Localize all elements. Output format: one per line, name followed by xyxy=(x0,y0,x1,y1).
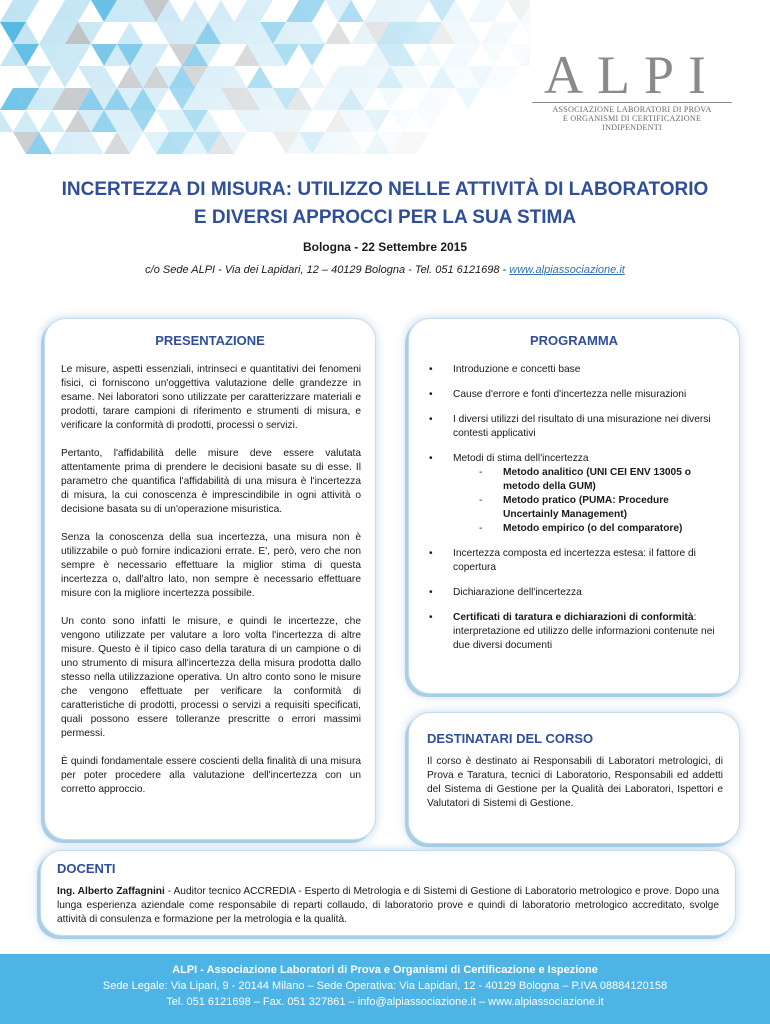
bullet-icon: • xyxy=(429,364,433,375)
bullet-icon: • xyxy=(429,414,433,425)
decorative-triangle xyxy=(416,44,442,66)
event-address xyxy=(0,264,770,276)
decorative-triangle xyxy=(520,22,530,44)
presentazione-box xyxy=(44,318,376,840)
list-item xyxy=(429,363,725,377)
destinatari-heading: DESTINATARI DEL CORSO xyxy=(427,731,594,746)
footer-line2: Sede Legale: Via Lipari, 9 - 20144 Milano – Sede Operativa: Via Lapidari, 12 - 40129 Bologna – P.IVA 08884120158 xyxy=(102,980,668,992)
bullet-icon: • xyxy=(429,612,433,623)
docente-bio: - Auditor tecnico ACCREDIA - Esperto di Metrologia e di Sistemi di Gestione di Laboratorio metrologico e prove. Dopo una lunga esperienza aziendale come responsabile di reparti collaudo, di laboratorio prove e quindi di laboratorio metrologico accreditato, svolge attività di consulenza e formazione per la metrologia e la qualità. xyxy=(57,886,720,925)
sub-item-text: Metodo empirico (o del comparatore) xyxy=(503,523,683,534)
decorative-triangle xyxy=(182,0,208,22)
dash-icon: - xyxy=(479,523,483,534)
destinatari-box xyxy=(408,712,740,844)
decorative-triangle xyxy=(416,110,442,132)
list-item-text: Metodi di stima dell'incertezza xyxy=(453,453,589,464)
decorative-triangle xyxy=(377,88,403,110)
programma-heading: PROGRAMMA xyxy=(529,333,619,348)
presentazione-paragraph: È quindi fondamentale essere coscienti della finalità di una misura per poter procedere alla valutazione dell'incertezza con un corretto approccio. xyxy=(61,756,361,795)
decorative-triangle xyxy=(455,88,481,110)
docenti-box xyxy=(40,850,736,936)
address-text: c/o Sede ALPI - Via dei Lapidari, 12 – 40129 Bologna - Tel. 051 6121698 - xyxy=(145,264,510,276)
list-item-text: Introduzione e concetti base xyxy=(453,364,581,375)
sub-list-item xyxy=(479,522,725,536)
list-item xyxy=(429,547,725,575)
page-title xyxy=(40,176,730,232)
bullet-icon: • xyxy=(429,587,433,598)
event-date: Bologna - 22 Settembre 2015 xyxy=(302,240,468,254)
dash-icon: - xyxy=(479,495,483,506)
decorative-triangle xyxy=(247,66,273,88)
destinatari-text: Il corso è destinato ai Responsabili di Laboratori metrologici, di Prova e Taratura, tecnici di Laboratorio, Responsabili ed addetti del Sistema di Gestione per la Qualità dei Laboratori, Ispettori e Valutatori di Sistemi di Gestione. xyxy=(427,756,723,809)
list-item-text: Dichiarazione dell'incertezza xyxy=(453,587,582,598)
list-item-text: : interpretazione ed utilizzo delle informazioni contenute nei due diversi documenti xyxy=(453,612,715,651)
presentazione-paragraph: Le misure, aspetti essenziali, intrinseci e quantitativi dei fenomeni fisici, ci forniscono un'oggettiva valutazione delle grandezze in esame. Nei laboratori sono utilizzate per caratterizzare materiali e prodotti, tarare campioni di riferimento e strumenti di misura, e verificare la conformità di prodotti, processi o servizi. xyxy=(61,364,361,431)
list-item-text: Incertezza composta ed incertezza estesa: il fattore di copertura xyxy=(453,548,696,573)
title-line1: INCERTEZZA DI MISURA: UTILIZZO NELLE ATTIVITÀ DI LABORATORIO xyxy=(61,179,709,200)
decorative-triangle xyxy=(0,110,13,132)
decorative-triangle xyxy=(325,22,351,44)
bullet-icon: • xyxy=(429,389,433,400)
decorative-triangle xyxy=(26,66,52,88)
logo-subtitle-line2: E ORGANISMI DI CERTIFICAZIONE INDIPENDENTI xyxy=(562,114,702,132)
presentazione-heading: PRESENTAZIONE xyxy=(155,333,265,348)
logo-subtitle xyxy=(532,102,732,132)
decorative-triangle xyxy=(52,66,78,88)
footer-line3: Tel. 051 6121698 – Fax. 051 327861 – info@alpiassociazione.it – www.alpiassociazione.it xyxy=(166,996,604,1008)
sub-list-item xyxy=(479,466,725,494)
decorative-triangle xyxy=(299,44,325,66)
list-item-bold-text: Certificati di taratura e dichiarazioni di conformità xyxy=(453,612,694,623)
decorative-triangle xyxy=(39,110,65,132)
title-line2: E DIVERSI APPROCCI PER LA SUA STIMA xyxy=(193,207,577,228)
decorative-triangle xyxy=(208,0,234,22)
list-item xyxy=(429,413,725,441)
docenti-text xyxy=(57,885,719,927)
presentazione-text xyxy=(61,363,361,811)
sub-list-item xyxy=(479,494,725,522)
decorative-triangle xyxy=(13,110,39,132)
alpi-logo xyxy=(532,45,732,132)
decorative-triangle xyxy=(299,66,325,88)
presentazione-paragraph: Senza la conoscenza della sua incertezza, una misura non è utilizzabile o può fornire indicazioni errate. E', però, vero che non sempre è necessario effettuare la miglior stima di questa incertezza o, dall'altro lato, non sempre è necessario effettuare misure con la migliore incertezza possibile. xyxy=(61,532,361,599)
programma-box xyxy=(408,318,740,694)
presentazione-paragraph: Un conto sono infatti le misure, e quindi le incertezze, che vengono utilizzate per valutare a loro volta l'incertezza di altre misure. Questo è il tipico caso della taratura di un campione o di uno strumento di misura all'incertezza della misura prodotta dallo stesso nella utilizzazione operativa. Un altro conto sono le misure che vengono effettuate per verificare la conformità di caratteristiche di prodotti, processi o servizi a requisiti specificati, quali possono essere tolleranze prescritte o errori massimi permessi. xyxy=(61,616,361,739)
bullet-icon: • xyxy=(429,453,433,464)
bullet-icon: • xyxy=(429,548,433,559)
sub-item-text: Metodo analitico (UNI CEI ENV 13005 o metodo della GUM) xyxy=(503,467,691,492)
website-link[interactable]: www.alpiassociazione.it xyxy=(509,264,625,276)
programma-list xyxy=(429,363,725,664)
dash-icon: - xyxy=(479,467,483,478)
footer-line1: ALPI - Associazione Laboratori di Prova e Organismi di Certificazione e Ispezione xyxy=(172,964,598,976)
decorative-triangle xyxy=(481,44,507,66)
decorative-triangle-pattern xyxy=(0,0,530,160)
footer xyxy=(0,954,770,1024)
decorative-triangle xyxy=(390,110,416,132)
sub-item-text: Metodo pratico (PUMA: Procedure Uncertainly Management) xyxy=(503,495,669,520)
list-item xyxy=(429,586,725,600)
list-item xyxy=(429,388,725,402)
docente-name: Ing. Alberto Zaffagnini xyxy=(57,886,165,897)
logo-subtitle-line1: ASSOCIAZIONE LABORATORI DI PROVA xyxy=(552,105,712,114)
logo-mark: ALPI xyxy=(544,45,720,105)
list-item-text: I diversi utilizzi del risultato di una misurazione nei diversi contesti applicativi xyxy=(453,414,711,439)
list-item xyxy=(429,452,725,536)
decorative-triangle xyxy=(117,22,143,44)
list-item-text: Cause d'errore e fonti d'incertezza nelle misurazioni xyxy=(453,389,687,400)
list-item xyxy=(429,611,725,653)
presentazione-paragraph: Pertanto, l'affidabilità delle misure deve essere valutata attentamente prima di prendere le decisioni basate su di esse. Il parametro che quantifica l'affidabilità di una misura è l'incertezza di misura, la cui conoscenza è imprescindibile in ogni attività o decisione basata su di un'operazione misuristica. xyxy=(61,448,361,515)
docenti-heading: DOCENTI xyxy=(57,861,116,876)
